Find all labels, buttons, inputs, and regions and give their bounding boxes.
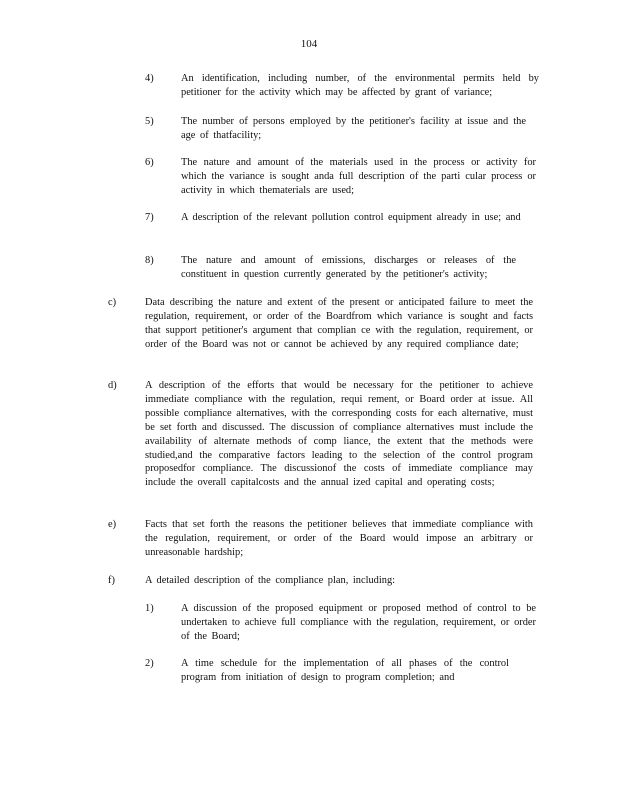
item-c-text: Data describing the nature and extent of the present or anticipated failure to meet the regulation, requirement, or order of the Boardfrom which variance is sought and facts that support petitioner's argument that complian ce with the regulation, requirement, or order of the Board was not or cannot be achieved by any required compliance date; — [145, 297, 533, 350]
item-f1-text: A discussion of the proposed equipment or proposed method of control to be undertaken to achieve full compliance with the regulation, requirement, or order of the Board; — [181, 603, 536, 642]
item-4-text: An identification, including number, of the environmental permits held by petitioner for the activity which may be affected by grant of variance; — [181, 73, 539, 98]
item-d-marker: d) — [108, 380, 117, 391]
item-4-marker: 4) — [145, 73, 154, 84]
item-f2-marker: 2) — [145, 658, 154, 669]
item-7-marker: 7) — [145, 212, 154, 223]
item-f2-text: A time schedule for the implementation of all phases of the control program from initiation of design to program completion; and — [181, 658, 509, 683]
item-5-text: The number of persons employed by the petitioner's facility at issue and the age of thatfacility; — [181, 116, 526, 141]
item-f-text: A detailed description of the compliance plan, including: — [145, 575, 396, 586]
item-5-marker: 5) — [145, 116, 154, 127]
item-8-marker: 8) — [145, 255, 154, 266]
item-f1-marker: 1) — [145, 603, 154, 614]
page-number: 104 — [300, 38, 318, 50]
item-6-marker: 6) — [145, 157, 154, 168]
item-8-text: The nature and amount of emissions, discharges or releases of the constituent in question currently generated by the petitioner's activity; — [181, 255, 516, 280]
item-e-marker: e) — [108, 519, 117, 530]
item-c-marker: c) — [108, 297, 117, 308]
item-7-text: A description of the relevant pollution control equipment already in use; and — [181, 212, 521, 223]
item-6-text: The nature and amount of the materials used in the process or activity for which the variance is sought anda full description of the parti cular process or activity in which thematerials are used; — [181, 157, 536, 196]
item-d-text: A description of the efforts that would be necessary for the petitioner to achieve immediate compliance with the regulation, requi rement, or Board order at issue. All possible compliance alternatives, with the corresponding costs for each alternative, must be set forth and discussed. The discussion of compliance alternatives must include the availability of alternate methods of comp liance, the extent that the methods were studied,and the comparative factors leading to the selection of the control program proposedfor compliance. The discussionof the costs of immediate compliance may include the overall capitalcosts and the annual ized capital and operating costs; — [145, 380, 533, 489]
item-e-text: Facts that set forth the reasons the petitioner believes that immediate compliance with the regulation, requirement, or order of the Board would impose an arbitrary or unreasonable hardship; — [145, 519, 533, 558]
item-f-marker: f) — [108, 575, 115, 586]
